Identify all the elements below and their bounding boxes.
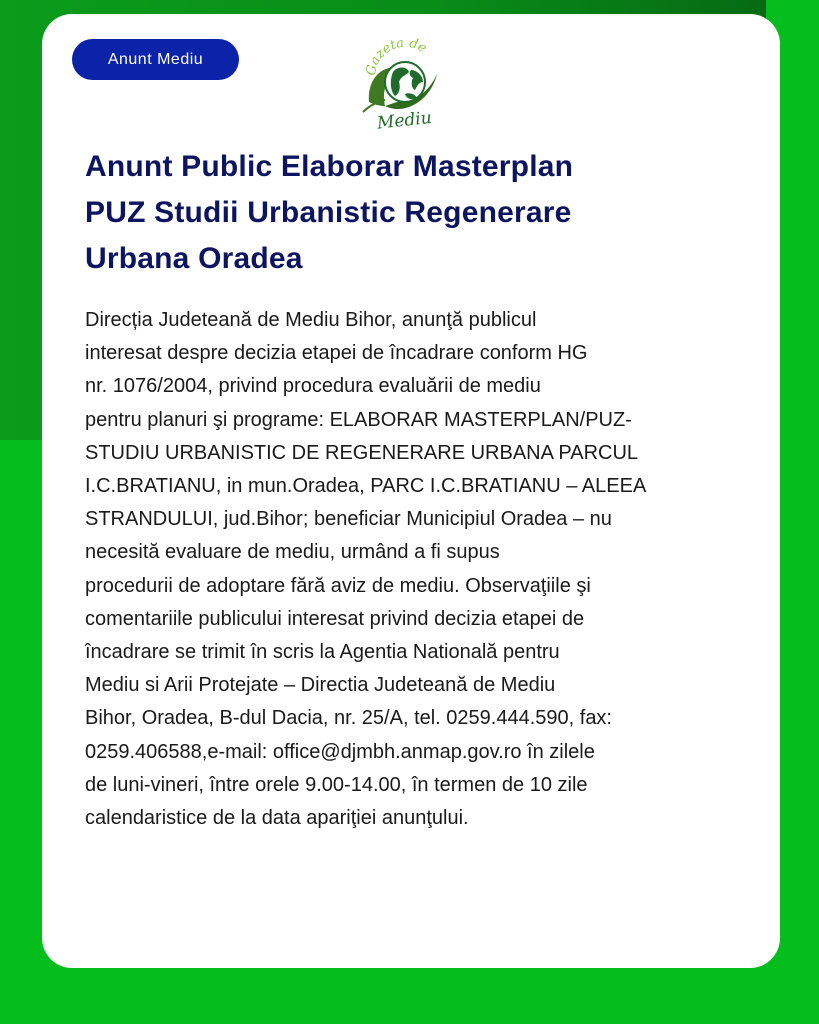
category-badge-label: Anunt Mediu [107, 50, 204, 68]
body-line: STUDIU URBANISTIC DE REGENERARE URBANA PARCUL [85, 441, 639, 464]
body-line: pentru planuri şi programe: ELABORAR MASTERPLAN/PUZ- [85, 408, 632, 431]
svg-text:Gazeta de: Gazeta de [363, 36, 430, 77]
body-line: STRANDULUI, jud.Bihor; beneficiar Municipiul Oradea – nu [85, 508, 612, 531]
body-line: interesat despre decizia etapei de încadrare conform HG [85, 342, 588, 365]
body-line: Mediu si Arii Protejate – Directia Judeteană de Mediu [85, 674, 556, 697]
title-line: Anunt Public Elaborar Masterplan [85, 150, 574, 183]
announcement-card [42, 14, 780, 968]
body-line: comentariile publicului interesat privind decizia etapei de [85, 607, 585, 630]
body-line: Direcția Judeteană de Mediu Bihor, anunţă publicul [85, 309, 537, 331]
body-line: calendaristice de la data apariţiei anunţului. [85, 807, 469, 830]
body-line: nr. 1076/2004, privind procedura evaluării de mediu [85, 375, 541, 398]
globe-leaf-icon [355, 36, 450, 131]
gazeta-de-mediu-logo [355, 36, 450, 131]
body-line: Bihor, Oradea, B-dul Dacia, nr. 25/A, tel. 0259.444.590, fax: [85, 707, 612, 730]
body-line: de luni-vineri, între orele 9.00-14.00, în termen de 10 zile [85, 773, 588, 796]
body-line: necesită evaluare de mediu, urmând a fi supus [85, 541, 500, 564]
body-line: 0259.406588,e-mail: office@djmbh.anmap.gov.ro în zilele [85, 740, 595, 763]
announcement-title [85, 144, 725, 282]
body-line: procedurii de adoptare fără aviz de mediu. Observaţiile şi [85, 574, 591, 597]
title-line: PUZ Studii Urbanistic Regenerare [85, 196, 572, 229]
svg-text:Mediu: Mediu [376, 107, 433, 131]
body-line: I.C.BRATIANU, in mun.Oradea, PARC I.C.BRATIANU – ALEEA [85, 475, 647, 498]
announcement-body [85, 304, 745, 835]
category-badge [72, 39, 239, 80]
title-line: Urbana Oradea [85, 242, 303, 275]
body-line: încadrare se trimit în scris la Agentia Natională pentru [85, 641, 560, 664]
